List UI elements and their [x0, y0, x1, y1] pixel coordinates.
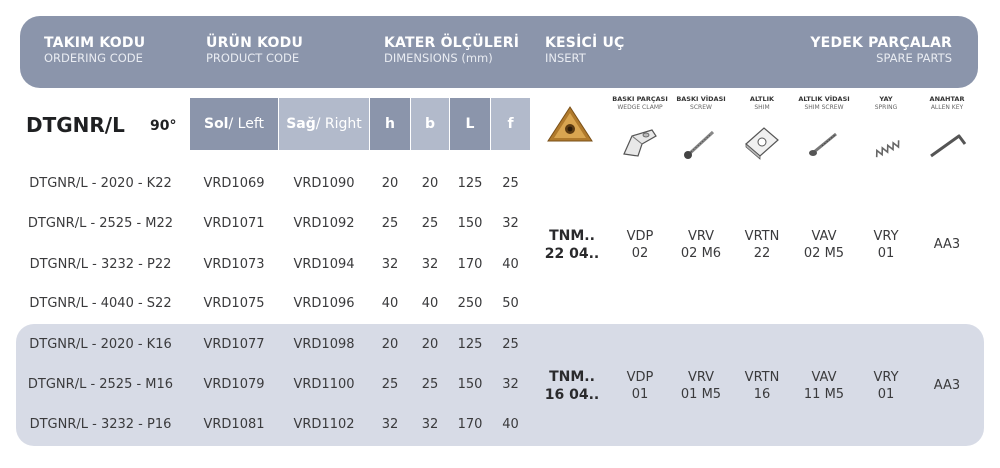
- column-b: b: [411, 98, 449, 150]
- b-cell: 25: [421, 377, 439, 392]
- column-h: h: [370, 98, 410, 150]
- f-cell: 25: [502, 337, 519, 352]
- wedge-clamp-code: VDP 02: [626, 229, 654, 261]
- right-code-cell: VRD1092: [293, 216, 355, 231]
- approach-angle: 90°: [150, 118, 177, 134]
- shim-screw-code: VAV 02 M5: [803, 229, 845, 261]
- L-cell: 250: [457, 296, 483, 311]
- right-code-cell: VRD1094: [293, 257, 355, 272]
- table-row: [0, 334, 1000, 356]
- h-cell: 25: [381, 216, 399, 231]
- right-code-cell: VRD1096: [293, 296, 355, 311]
- h-cell: 20: [381, 176, 399, 191]
- ordering-code-cell: DTGNR/L - 3232 - P16: [29, 417, 172, 432]
- wedge-clamp-icon: [618, 122, 662, 162]
- L-cell: 170: [457, 257, 483, 272]
- allen-key-code: AA3: [933, 237, 961, 252]
- h-cell: 32: [381, 417, 399, 432]
- screw-code: VRV 02 M6: [680, 229, 722, 261]
- f-cell: 40: [502, 417, 519, 432]
- shim-screw-code: VAV 11 M5: [803, 370, 845, 402]
- screw-code: VRV 01 M5: [680, 370, 722, 402]
- f-cell: 40: [502, 257, 519, 272]
- left-code-cell: VRD1073: [203, 257, 265, 272]
- left-code-cell: VRD1071: [203, 216, 265, 231]
- shim-screw-icon: [802, 122, 846, 162]
- table-header: [20, 16, 978, 88]
- b-cell: 20: [421, 337, 439, 352]
- ordering-code-cell: DTGNR/L - 2020 - K16: [29, 337, 172, 352]
- L-cell: 150: [457, 377, 483, 392]
- f-cell: 25: [502, 176, 519, 191]
- column-L: L: [450, 98, 490, 150]
- right-code-cell: VRD1090: [293, 176, 355, 191]
- spare-header-shim-screw: ALTLIK VİDASI SHIM SCREW: [798, 95, 850, 111]
- table-row: [0, 293, 1000, 315]
- L-cell: 170: [457, 417, 483, 432]
- h-cell: 40: [381, 296, 399, 311]
- h-cell: 32: [381, 257, 399, 272]
- f-cell: 50: [502, 296, 519, 311]
- left-code-cell: VRD1075: [203, 296, 265, 311]
- b-cell: 25: [421, 216, 439, 231]
- insert-triangle-icon: [545, 104, 595, 144]
- b-cell: 40: [421, 296, 439, 311]
- ordering-code-header: TAKIM KODU ORDERING CODE: [44, 35, 146, 65]
- column-f: f: [491, 98, 530, 150]
- allen-key-icon: [925, 122, 969, 162]
- b-cell: 20: [421, 176, 439, 191]
- ordering-code-cell: DTGNR/L - 2020 - K22: [29, 176, 172, 191]
- table-row: [0, 173, 1000, 195]
- L-cell: 125: [457, 176, 483, 191]
- shim-icon: [740, 122, 784, 162]
- spring-icon: [864, 122, 908, 162]
- spare-header-spring: YAY SPRING: [874, 95, 898, 111]
- spring-code: VRY 01: [873, 229, 899, 261]
- right-code-cell: VRD1098: [293, 337, 355, 352]
- wedge-clamp-code: VDP 01: [626, 370, 654, 402]
- L-cell: 125: [457, 337, 483, 352]
- left-code-cell: VRD1077: [203, 337, 265, 352]
- allen-key-code: AA3: [933, 378, 961, 393]
- f-cell: 32: [502, 216, 519, 231]
- insert-code-group-2: TNM.. 16 04..: [544, 369, 600, 403]
- right-code-cell: VRD1102: [293, 417, 355, 432]
- h-cell: 20: [381, 337, 399, 352]
- f-cell: 32: [502, 377, 519, 392]
- table-row: [0, 414, 1000, 436]
- b-cell: 32: [421, 417, 439, 432]
- ordering-code-cell: DTGNR/L - 4040 - S22: [29, 296, 172, 311]
- spare-parts-header: YEDEK PARÇALAR SPARE PARTS: [810, 35, 952, 65]
- product-title: DTGNR/L: [26, 113, 125, 137]
- ordering-code-cell: DTGNR/L - 2525 - M16: [27, 377, 174, 392]
- ordering-code-cell: DTGNR/L - 2525 - M22: [27, 216, 174, 231]
- left-code-cell: VRD1079: [203, 377, 265, 392]
- column-right: Sağ / Right: [279, 98, 369, 150]
- product-code-header: ÜRÜN KODU PRODUCT CODE: [206, 35, 304, 65]
- column-left: Sol / Left: [190, 98, 278, 150]
- h-cell: 25: [381, 377, 399, 392]
- insert-header: KESİCİ UÇ INSERT: [545, 35, 625, 65]
- spare-header-screw: BASKI VİDASI SCREW: [676, 95, 726, 111]
- ordering-code-cell: DTGNR/L - 3232 - P22: [29, 257, 172, 272]
- insert-code-group-1: TNM.. 22 04..: [544, 228, 600, 262]
- shim-code: VRTN 16: [744, 370, 780, 402]
- left-code-cell: VRD1069: [203, 176, 265, 191]
- spare-header-allen-key: ANAHTAR ALLEN KEY: [929, 95, 965, 111]
- spring-code: VRY 01: [873, 370, 899, 402]
- dimensions-header: KATER ÖLÇÜLERİ DIMENSIONS (mm): [384, 35, 520, 65]
- b-cell: 32: [421, 257, 439, 272]
- shim-code: VRTN 22: [744, 229, 780, 261]
- L-cell: 150: [457, 216, 483, 231]
- left-code-cell: VRD1081: [203, 417, 265, 432]
- screw-icon: [679, 122, 723, 162]
- right-code-cell: VRD1100: [293, 377, 355, 392]
- spare-header-wedge-clamp: BASKI PARÇASI WEDGE CLAMP: [612, 95, 668, 111]
- spare-header-shim: ALTLIK SHIM: [749, 95, 775, 111]
